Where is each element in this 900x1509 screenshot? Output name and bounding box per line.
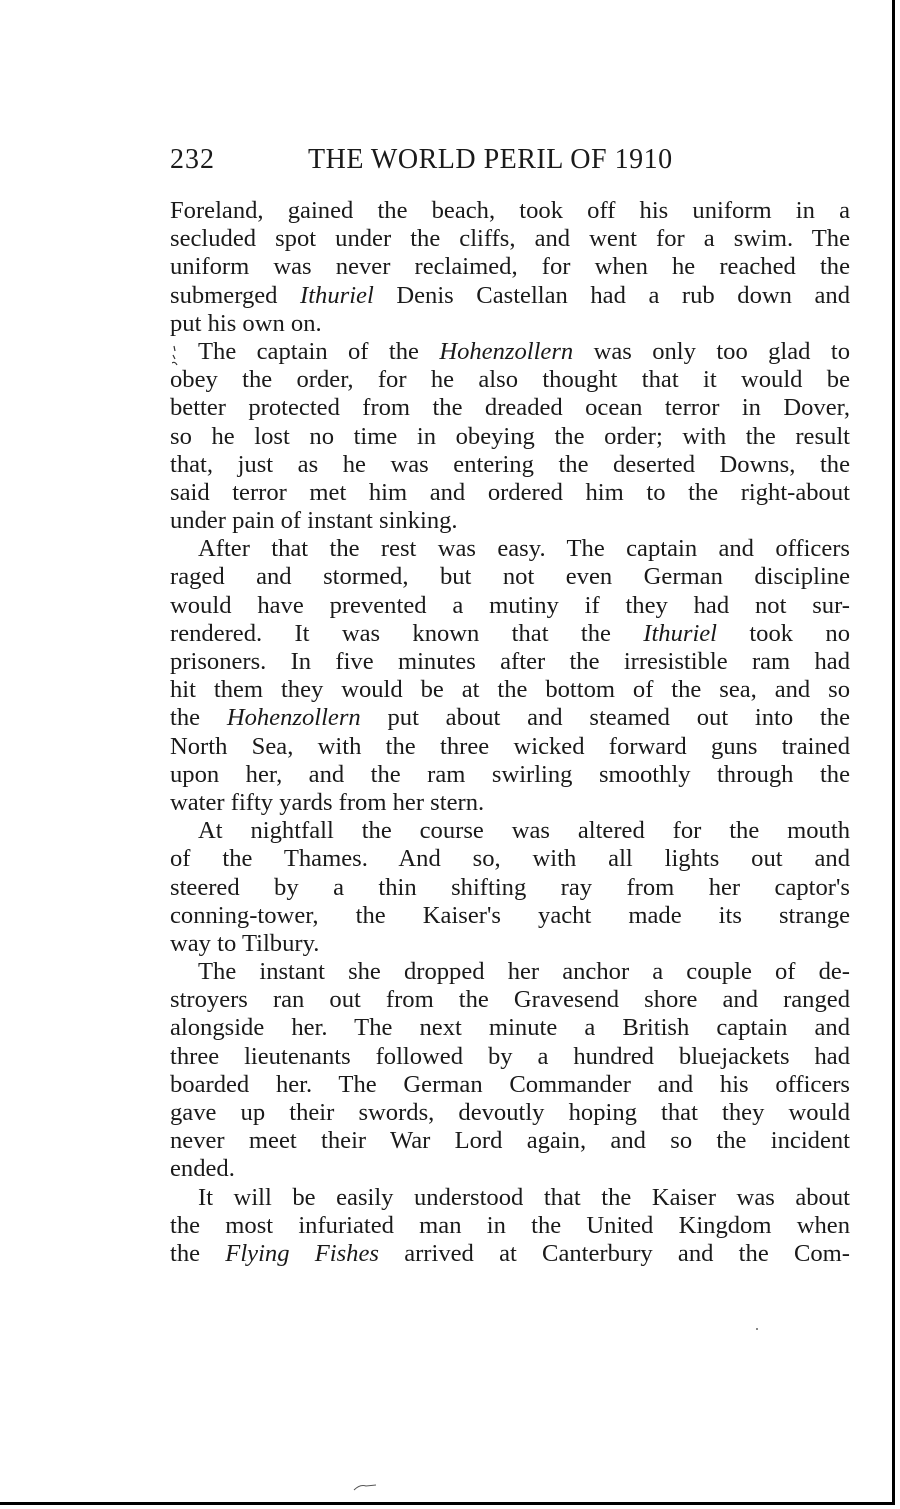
- text-line: obey the order, for he also thought that it would be: [170, 366, 850, 394]
- text-line: The captain of the Hohenzollern was only too glad to: [198, 337, 850, 365]
- text-line: way to Tilbury.: [170, 929, 320, 957]
- page-header: [170, 140, 850, 180]
- text-line: better protected from the dreaded ocean terror in Dover,: [170, 394, 850, 422]
- running-title: THE WORLD PERIL OF 1910: [308, 144, 673, 175]
- text-line: three lieutenants followed by a hundred bluejackets had: [170, 1042, 850, 1070]
- paragraph: [170, 817, 850, 958]
- text-line: hit them they would be at the bottom of the sea, and so: [170, 676, 850, 704]
- text-line: ended.: [170, 1155, 235, 1183]
- text-line: steered by a thin shifting ray from her captor's: [170, 873, 850, 901]
- italic-term: Hohenzollern: [226, 704, 361, 732]
- text-line: of the Thames. And so, with all lights out and: [170, 845, 850, 873]
- text-line: that, just as he was entering the deserted Downs, the: [170, 450, 850, 478]
- text-line: under pain of instant sinking.: [170, 507, 458, 535]
- text-line: the Flying Fishes arrived at Canterbury and the Com-: [170, 1239, 850, 1267]
- paragraph: [170, 535, 850, 817]
- text-line: uniform was never reclaimed, for when he reached the: [170, 253, 850, 281]
- text-line: It will be easily understood that the Kaiser was about: [198, 1183, 850, 1211]
- text-line: so he lost no time in obeying the order; with the result: [170, 422, 850, 450]
- text-line: the Hohenzollern put about and steamed out into the: [170, 704, 850, 732]
- text-line: alongside her. The next minute a British captain and: [170, 1014, 850, 1042]
- text-line: Foreland, gained the beach, took off his uniform in a: [170, 197, 850, 224]
- text-line: secluded spot under the cliffs, and went for a swim. The: [170, 225, 850, 253]
- paragraph: [170, 338, 850, 535]
- text-line: conning-tower, the Kaiser's yacht made its strange: [170, 901, 850, 929]
- printer-mark-icon: [352, 1480, 378, 1494]
- text-line: stroyers ran out from the Gravesend shore and ranged: [170, 986, 850, 1014]
- text-line: The instant she dropped her anchor a couple of de-: [198, 958, 850, 986]
- text-line: never meet their War Lord again, and so the incident: [170, 1127, 850, 1155]
- text-line: boarded her. The German Commander and his officers: [170, 1070, 850, 1098]
- scan-speck: [756, 1328, 758, 1330]
- text-line: North Sea, with the three wicked forward guns trained: [170, 732, 850, 760]
- text-line: put his own on.: [170, 309, 322, 337]
- text-line: raged and stormed, but not even German discipline: [170, 563, 850, 591]
- paragraph: [170, 197, 850, 338]
- paragraph: [170, 1184, 850, 1269]
- italic-term: Flying Fishes: [225, 1239, 379, 1267]
- italic-term: Ithuriel: [643, 619, 718, 647]
- text-line: the most infuriated man in the United Kingdom when: [170, 1211, 850, 1239]
- text-line: water fifty yards from her stern.: [170, 788, 485, 816]
- text-line: At nightfall the course was altered for the mouth: [198, 817, 850, 845]
- text-line: upon her, and the ram swirling smoothly through the: [170, 760, 850, 788]
- text-line: submerged Ithuriel Denis Castellan had a rub down and: [170, 281, 850, 309]
- italic-term: Hohenzollern: [439, 337, 574, 365]
- text-line: rendered. It was known that the Ithuriel took no: [170, 619, 850, 647]
- paragraph: [170, 958, 850, 1184]
- text-line: prisoners. In five minutes after the irresistible ram had: [170, 648, 850, 675]
- italic-term: Ithuriel: [300, 281, 374, 309]
- body-text: [170, 197, 850, 1268]
- text-line: would have prevented a mutiny if they had not sur-: [170, 591, 850, 619]
- text-line: gave up their swords, devoutly hoping that they would: [170, 1099, 850, 1126]
- text-line: said terror met him and ordered him to the right-about: [170, 478, 850, 506]
- text-line: After that the rest was easy. The captain and officers: [198, 535, 850, 563]
- page-number: 232: [170, 144, 215, 175]
